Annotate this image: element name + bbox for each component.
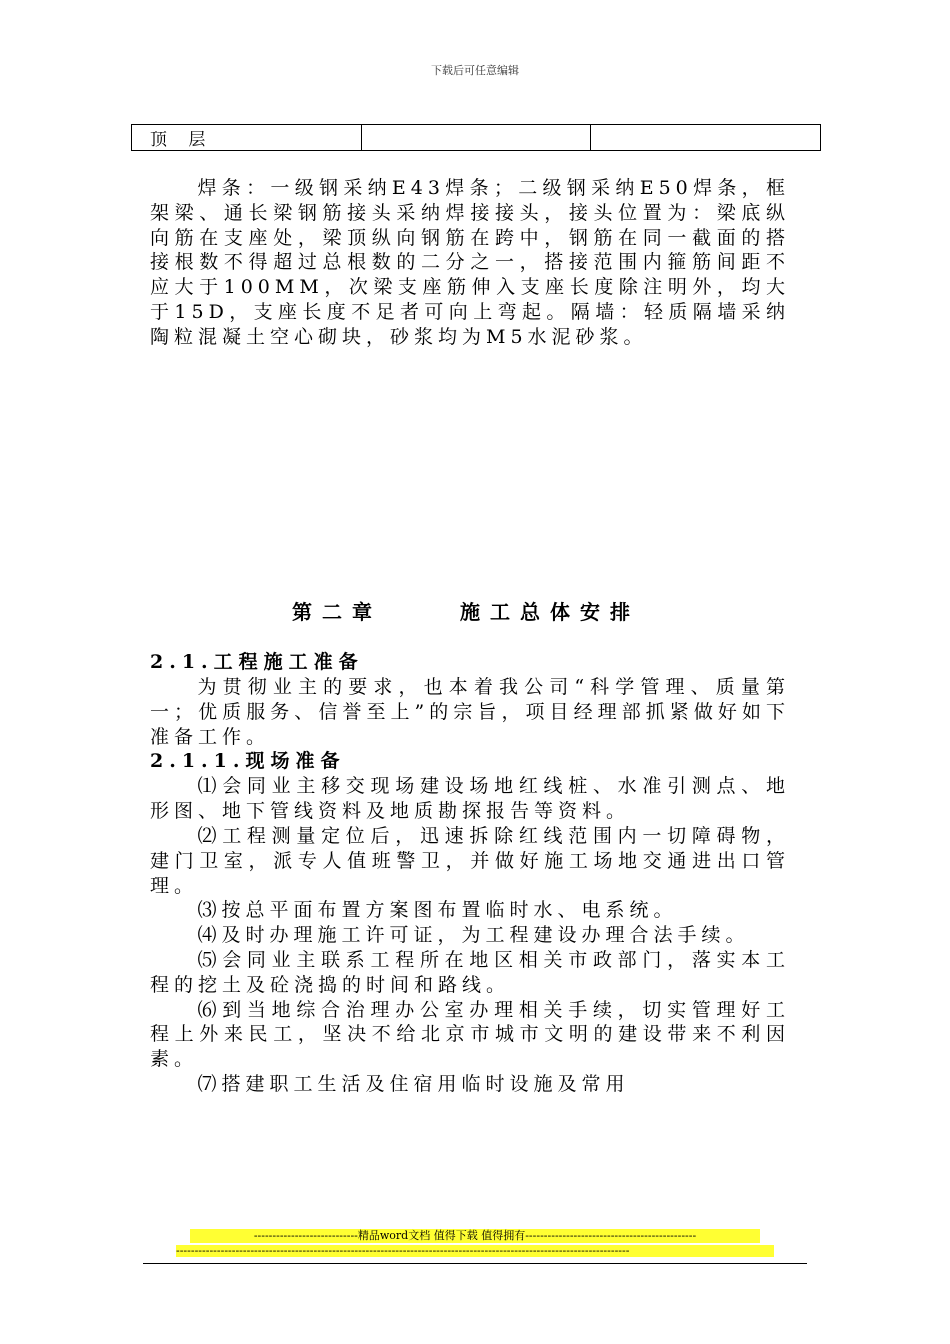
footer-divider bbox=[143, 1263, 807, 1264]
spec-table bbox=[131, 124, 821, 151]
table-cell-empty bbox=[591, 125, 821, 151]
welding-paragraph: 焊条：一级钢采纳E43焊条；二级钢采纳E50焊条，框架梁、通长梁钢筋接头采纳焊接接头，接头位置为：梁底纵向筋在支座处，梁顶纵向钢筋在跨中，钢筋在同一截面的搭接根数不得超过总根数的二分之一，搭接范围内箍筋间距不应大于100MM，次梁支座筋伸入支座长度除注明外，均大于15D，支座长度不足者可向上弯起。隔墙：轻质隔墙采纳陶粒混凝土空心砌块，砂浆均为M5水泥砂浆。 bbox=[150, 177, 790, 348]
chapter-title: 施工总体安排 bbox=[460, 600, 640, 624]
list-item: ⑸会同业主联系工程所在地区相关市政部门，落实本工程的挖土及砼浇捣的时间和路线。 bbox=[150, 948, 790, 996]
list-item: ⑺搭建职工生活及住宿用临时设施及常用 bbox=[197, 1072, 630, 1095]
list-item: ⑹到当地综合治理办公室办理相关手续，切实管理好工程上外来民工，坚决不给北京市城市文明的建设带来不利因素。 bbox=[150, 998, 790, 1071]
chapter-number: 第二章 bbox=[292, 600, 382, 624]
table-row bbox=[132, 125, 821, 151]
table-cell-empty bbox=[361, 125, 591, 151]
section-body bbox=[150, 650, 790, 1097]
footer-dashes: -------------------------------------------------------------------------------------------------------------------------- bbox=[176, 1245, 774, 1257]
subsection-heading: 2.1.1.现场准备 bbox=[150, 750, 346, 773]
table-cell-label: 顶 层 bbox=[132, 125, 362, 151]
list-item: ⑴会同业主移交现场建设场地红线桩、水准引测点、地形图、地下管线资料及地质勘探报告等资料。 bbox=[150, 775, 790, 823]
page-header: 下载后可任意编辑 bbox=[431, 64, 519, 77]
section-intro: 为贯彻业主的要求，也本着我公司“科学管理、质量第一；优质服务、信誉至上”的宗旨，项目经理部抓紧做好如下准备工作。 bbox=[150, 676, 790, 748]
section-heading: 2.1.工程施工准备 bbox=[150, 651, 364, 673]
list-item: ⑵工程测量定位后，迅速拆除红线范围内一切障碍物，建门卫室，派专人值班警卫，并做好施工场地交通进出口管理。 bbox=[150, 824, 790, 897]
list-item: ⑷及时办理施工许可证，为工程建设办理合法手续。 bbox=[197, 924, 750, 947]
list-item: ⑶按总平面布置方案图布置临时水、电系统。 bbox=[197, 899, 678, 922]
footer-banner: ----------------------------精品word文档 值得下载 值得拥有---------------------------------------------- bbox=[190, 1229, 760, 1243]
